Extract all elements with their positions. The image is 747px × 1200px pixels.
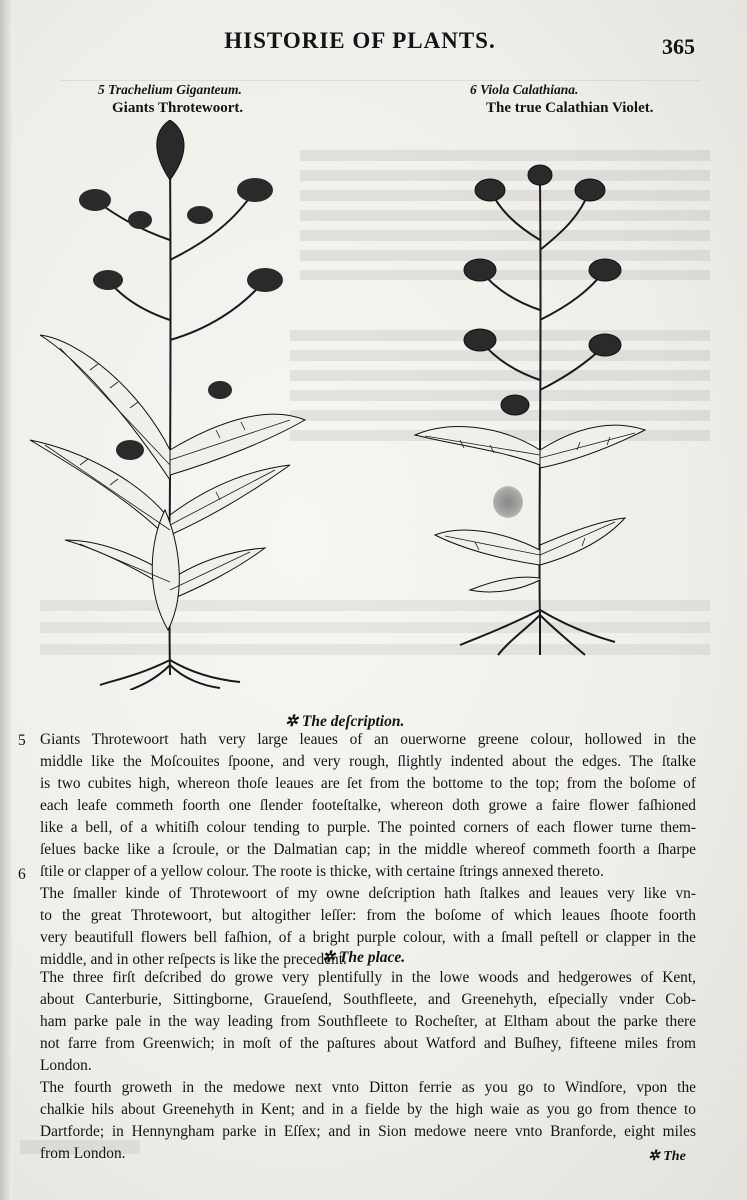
- margin-number-6: 6: [18, 866, 26, 883]
- description-line: ſtile or clapper of a yellow colour. The roote is thicke, with certaine ſtrings annexed thereto.: [40, 863, 604, 880]
- plate-6-latin-name: [470, 82, 578, 98]
- place-line: The fourth groweth in the medowe next vnto Ditton ferrie as you go to Windſore, vpon the: [40, 1079, 696, 1096]
- ink-stain: [493, 486, 523, 518]
- giants-throtewoort-woodcut: [20, 120, 320, 690]
- plate-6-number: 6: [470, 82, 477, 97]
- description-heading: ✲ The deſcription.: [285, 713, 405, 730]
- place-line: not farre from Greenwich; in moſt of the paſtures about Watford and Buſhey, fifteene miles from: [40, 1035, 696, 1052]
- description-line: like a bell, of a whitiſh colour tending to purple. The pointed corners of each flower turne them-: [40, 819, 696, 836]
- plate-5-latin-name: [98, 82, 242, 98]
- place-line: about Canterburie, Sittingborne, Graueſend, Southfleete, and Greenehyth, eſpecially vnder Cob-: [40, 991, 696, 1008]
- place-heading: ✲ The place.: [322, 949, 406, 966]
- plate-6-latin: Viola Calathiana.: [480, 82, 579, 97]
- plate-5-number: 5: [98, 82, 105, 97]
- page-number: 365: [662, 34, 695, 59]
- description-line: ſelues backe like a ſcroule, or the Dalmatian cap; in the middle whereof commeth foorth a ſharpe: [40, 841, 696, 858]
- description-line: Giants Throtewoort hath very large leaues of an ouerworne greene colour, hollowed in the: [40, 731, 696, 748]
- catchword: ✲ The: [648, 1149, 686, 1164]
- description-line: very beautifull flowers bell faſhion, of a bright purple colour, with a ſmall peſtell or clapper in the: [40, 929, 696, 946]
- description-line: each leafe commeth foorth one ſlender footeſtalke, whereon doth growe a faire flower faſhioned: [40, 797, 696, 814]
- description-line: middle like the Moſcouites ſpoone, and very rough, ſlightly indented about the edges. The ſtalke: [40, 753, 696, 770]
- place-line: from London.: [40, 1145, 126, 1162]
- place-line: London.: [40, 1057, 92, 1074]
- place-line: ham parke pale in the way leading from Southfleete to Rocheſter, at Eltham about the parke there: [40, 1013, 696, 1030]
- plate-5-common-name: Giants Throtewoort.: [112, 100, 244, 116]
- description-line: is two cubites high, whereon thoſe leaues are ſet from the bottome to the top; from the boſome of: [40, 775, 696, 792]
- place-line: chalkie hils about Greenehyth in Kent; and in a fielde by the high waie as you go from thence to: [40, 1101, 696, 1118]
- place-line: The three firſt deſcribed do growe very plentifully in the lowe woods and hedgerowes of Kent,: [40, 969, 696, 986]
- description-line: The ſmaller kinde of Throtewoort of my owne deſcription hath ſtalkes and leaues very like vn-: [40, 885, 696, 902]
- running-title: HISTORIE OF PLANTS.: [224, 28, 496, 53]
- plate-6-common-name: The true Calathian Violet.: [486, 100, 654, 116]
- page-gutter-shadow: [0, 0, 12, 1200]
- description-line: middle, and in other reſpects is like the precedent.: [40, 951, 347, 968]
- margin-number-5: 5: [18, 732, 26, 749]
- description-line: to the great Throtewoort, but altogither leſſer: from the boſome of which leaues ſhoote foorth: [40, 907, 696, 924]
- place-line: Dartforde; in Hennyngham parke in Eſſex; and in Sion medowe neere vnto Branforde, eight miles: [40, 1123, 696, 1140]
- plate-5-latin: Trachelium Giganteum.: [108, 82, 242, 97]
- calathian-violet-woodcut: [400, 150, 650, 670]
